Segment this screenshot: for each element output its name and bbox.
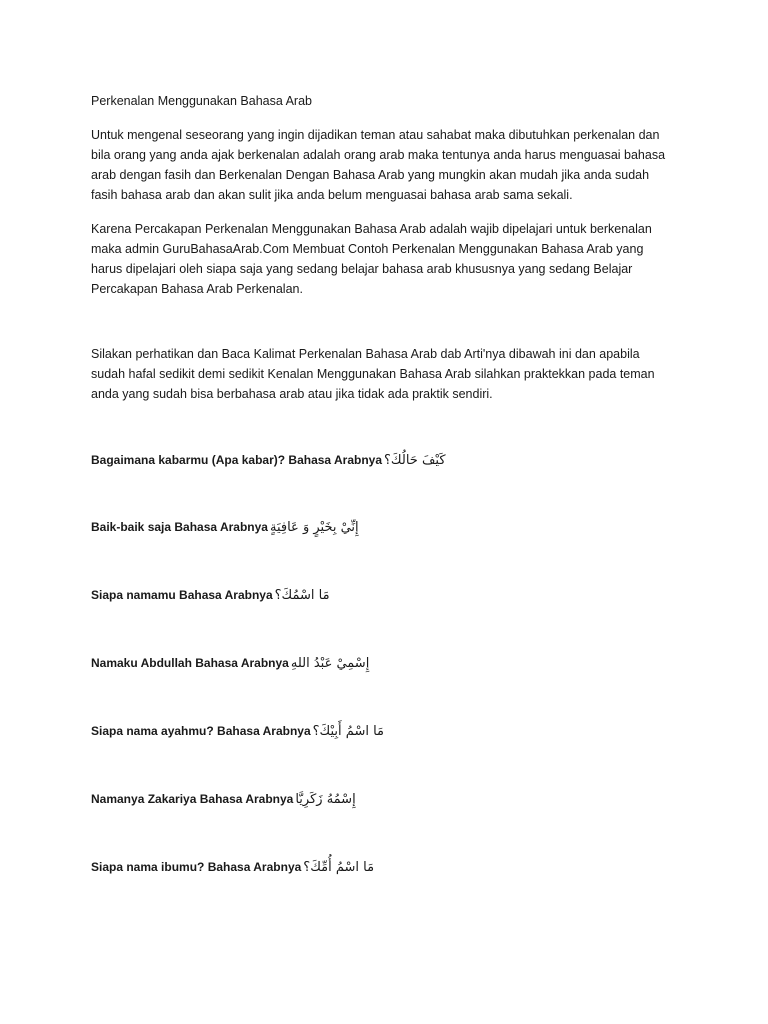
phrase-arabic: مَا اسْمُ أُمِّكَ؟ (303, 860, 375, 875)
phrase-text: Siapa namamu Bahasa Arabnya (91, 588, 273, 602)
phrase-item (91, 450, 446, 471)
phrase-arabic: مَا اسْمُ أَبِيْكَ؟ (312, 724, 385, 739)
phrase-item (91, 789, 356, 810)
phrase-item (91, 585, 330, 606)
phrase-item (91, 857, 374, 878)
intro-paragraph: Untuk mengenal seseorang yang ingin dijadikan teman atau sahabat maka dibutuhkan perkenalan dan bila orang yang anda ajak berkenalan adalah orang arab maka tentunya anda harus menguasai bahasa arab dengan fasih dan Berkenalan Dengan Bahasa Arab yang mungkin akan mudah jika anda sudah fasih bahasa arab dan akan sulit jika anda belum menguasai bahasa arab sama sekali. (91, 128, 666, 202)
phrase-text: Baik-baik saja Bahasa Arabnya (91, 520, 268, 534)
phrase-text: Namanya Zakariya Bahasa Arabnya (91, 792, 294, 806)
phrase-item (91, 517, 359, 538)
document-title: Perkenalan Menggunakan Bahasa Arab (91, 94, 312, 108)
phrase-arabic: مَا اسْمُكَ؟ (274, 588, 330, 603)
purpose-paragraph: Karena Percakapan Perkenalan Menggunakan Bahasa Arab adalah wajib dipelajari untuk berkenalan maka admin GuruBahasaArab.Com Membuat Contoh Perkenalan Menggunakan Bahasa Arab yang harus dipelajari oleh siapa saja yang sedang belajar bahasa arab khususnya yang sedang Belajar Percakapan Bahasa Arab Perkenalan. (91, 222, 652, 296)
phrase-arabic: إِسْمِيْ عَبْدُ اللهِ (290, 656, 370, 671)
phrase-arabic: إِنِّيْ بِخَيْرٍ وَ عَافِيَةٍ (269, 520, 359, 535)
phrase-arabic: كَيْفَ حَالُكَ؟ (384, 453, 446, 468)
phrase-text: Namaku Abdullah Bahasa Arabnya (91, 656, 289, 670)
phrase-item (91, 653, 369, 674)
instruction-paragraph: Silakan perhatikan dan Baca Kalimat Perkenalan Bahasa Arab dab Arti'nya dibawah ini dan apabila sudah hafal sedikit demi sedikit Kenalan Menggunakan Bahasa Arab silahkan praktekkan pada teman anda yang sudah bisa berbahasa arab atau jika tidak ada praktik sendiri. (91, 347, 655, 401)
phrase-text: Siapa nama ibumu? Bahasa Arabnya (91, 860, 302, 874)
phrase-text: Bagaimana kabarmu (Apa kabar)? Bahasa Arabnya (91, 453, 382, 467)
phrase-item (91, 721, 384, 742)
phrase-arabic: إِسْمُهُ زَكَرِيَّا (295, 792, 356, 807)
phrase-text: Siapa nama ayahmu? Bahasa Arabnya (91, 724, 311, 738)
